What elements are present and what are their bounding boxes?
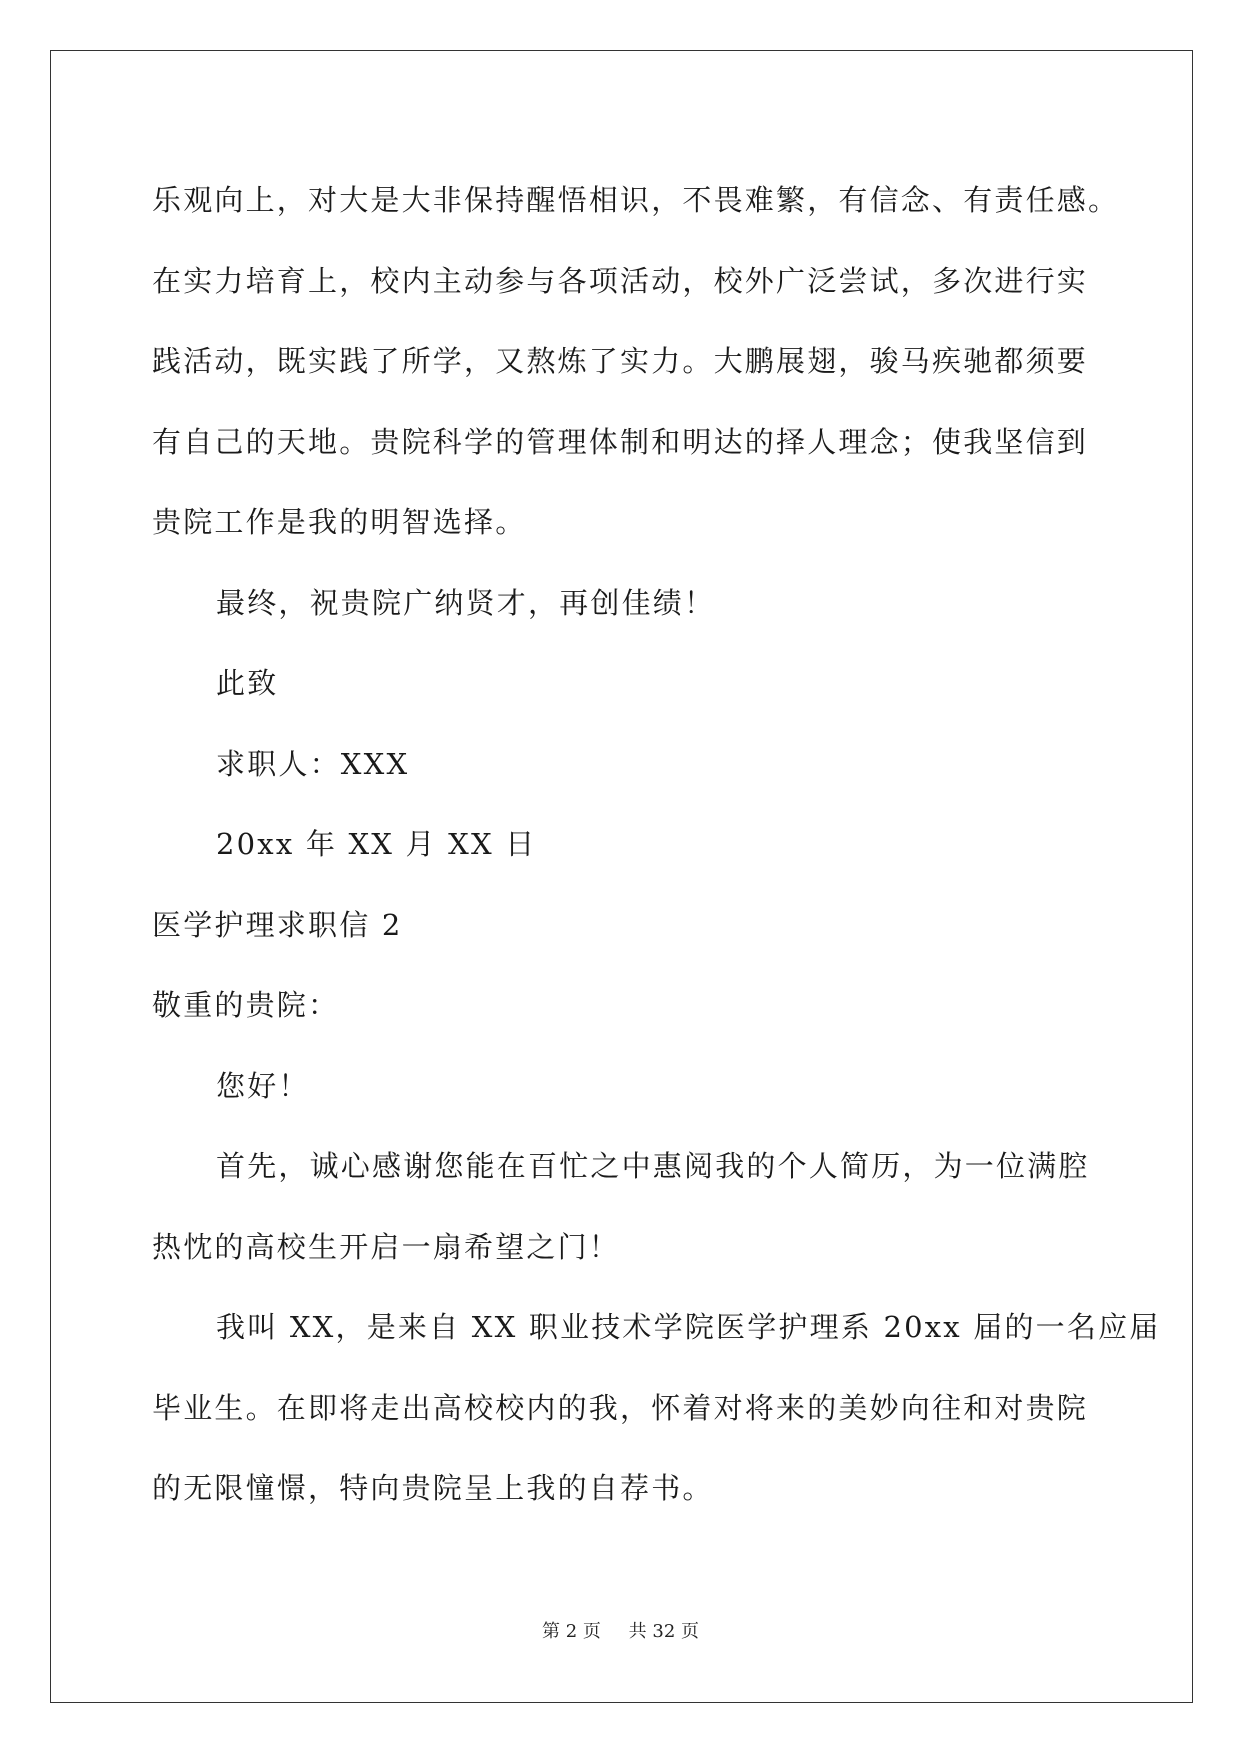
section-title: 医学护理求职信 2 [152,907,403,942]
greeting-addressee: 敬重的贵院： [152,988,340,1022]
page-number: 第 2 页 [542,1621,601,1642]
date-line: 20xx 年 XX 月 XX 日 [216,827,537,861]
text-line: 的无限憧憬，特向贵院呈上我的自荐书。 [152,1471,714,1505]
greeting: 您好！ [216,1068,310,1103]
page-footer [0,1617,1241,1643]
closing-wish: 最终，祝贵院广纳贤才，再创佳绩！ [216,585,716,620]
page-total: 共 32 页 [628,1621,699,1642]
text-line: 贵院工作是我的明智选择。 [152,505,527,539]
text-line: 毕业生。在即将走出高校校内的我，怀着对将来的美妙向往和对贵院 [152,1390,1089,1425]
text-line: 热忱的高校生开启一扇希望之门！ [152,1229,621,1264]
salutation-closing: 此致 [216,666,279,700]
text-line: 在实力培育上，校内主动参与各项活动，校外广泛尝试，多次进行实 [152,263,1089,298]
document-body [152,160,1161,1529]
text-line: 乐观向上，对大是大非保持醒悟相识，不畏难繁，有信念、有责任感。 [152,183,1120,217]
text-line: 有自己的天地。贵院科学的管理体制和明达的择人理念；使我坚信到 [152,424,1089,459]
text-line: 践活动，既实践了所学，又熬炼了实力。大鹏展翅，骏马疾驰都须要 [152,344,1089,378]
text-line: 我叫 XX，是来自 XX 职业技术学院医学护理系 20xx 届的一名应届 [216,1310,1161,1344]
text-line: 首先，诚心感谢您能在百忙之中惠阅我的个人简历，为一位满腔 [216,1149,1090,1183]
applicant-signature: 求职人：XXX [216,746,410,781]
